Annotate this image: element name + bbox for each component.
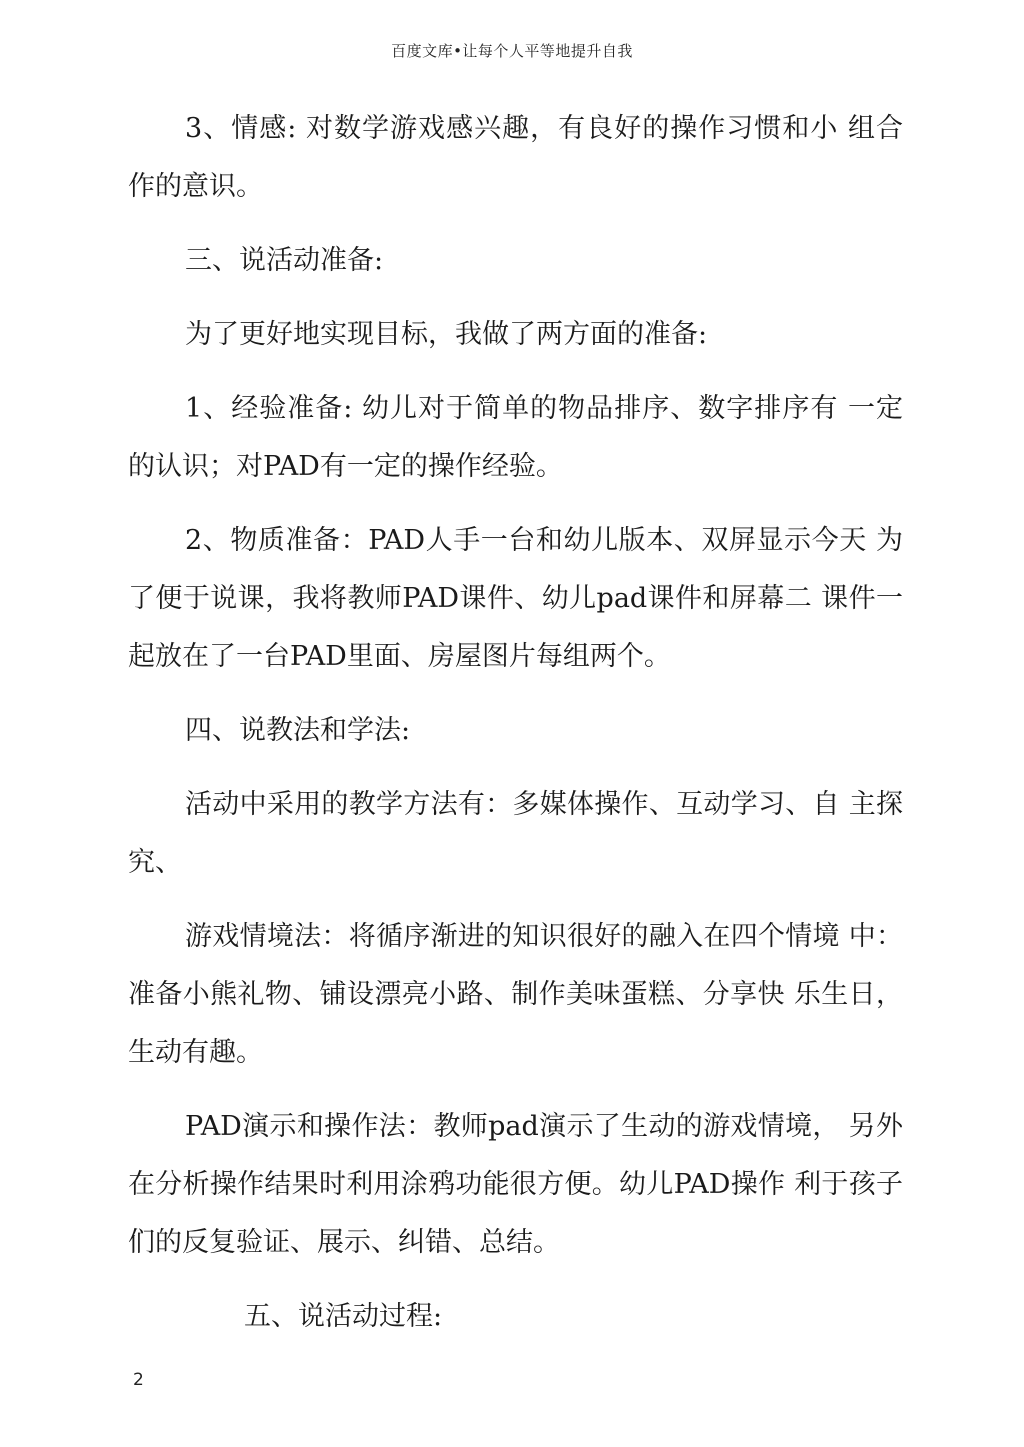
paragraph-teaching-methods: 活动中采用的教学方法有：多媒体操作、互动学习、自 主探究、 <box>128 789 903 878</box>
paragraph-experience-preparation: 1、经验准备: 幼儿对于简单的物品排序、数字排序有 一定的认识；对PAD有一定的操作经验。 <box>128 393 903 482</box>
paragraph-game-situation-method: 游戏情境法：将循序渐进的知识很好的融入在四个情境 中：准备小熊礼物、铺设漂亮小路、制作美味蛋糕、分享快 乐生日，生动有趣。 <box>128 921 903 1068</box>
paragraph-pad-method: PAD演示和操作法：教师pad演示了生动的游戏情境， 另外在分析操作结果时利用涂鸦功能很方便。幼儿PAD操作 利于孩子们的反复验证、展示、纠错、总结。 <box>128 1111 903 1258</box>
paragraph-material-preparation: 2、物质准备：PAD人手一台和幼儿版本、双屏显示今天 为了便于说课，我将教师PAD课件、幼儿pad课件和屏幕二 课件一起放在了一台PAD里面、房屋图片每组两个。 <box>128 525 903 672</box>
page-number: 2 <box>133 1370 144 1390</box>
document-body <box>128 100 903 1362</box>
page-header: 百度文库•让每个人平等地提升自我 <box>391 42 633 60</box>
paragraph-preparation-intro: 为了更好地实现目标，我做了两方面的准备: <box>185 319 708 350</box>
paragraph-emotion-goal: 3、情感: 对数学游戏感兴趣，有良好的操作习惯和小 组合作的意识。 <box>128 113 903 202</box>
section-heading-methods: 四、说教法和学法: <box>185 715 411 746</box>
section-heading-process: 五、说活动过程: <box>244 1301 443 1332</box>
section-heading-preparation: 三、说活动准备: <box>185 245 384 276</box>
